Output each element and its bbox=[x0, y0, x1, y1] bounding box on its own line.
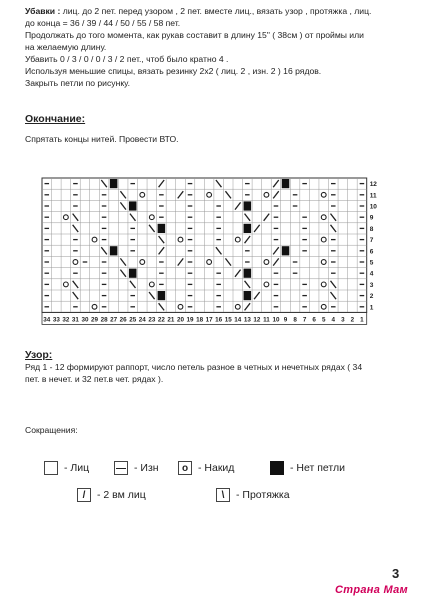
legend-purl-label: - Изн bbox=[134, 462, 159, 474]
intro-line-3: Продолжать до того момента, как рукав составит в длину 15" ( 38см ) от проймы или bbox=[25, 30, 364, 40]
chart-row-label: 11 bbox=[369, 192, 377, 200]
purl-symbol-icon: — bbox=[116, 462, 126, 474]
chart-col-label: 5 bbox=[321, 316, 326, 324]
chart-row-label: 12 bbox=[369, 181, 377, 189]
chart-col-label: 34 bbox=[43, 316, 51, 324]
chart-col-label: 14 bbox=[234, 316, 242, 324]
legend-purl bbox=[114, 461, 159, 475]
legend-yarn-over-label: - Накид bbox=[198, 462, 235, 474]
chart-cell-no-stitch bbox=[129, 201, 137, 210]
chart-cell-no-stitch bbox=[282, 179, 290, 188]
decrease-instructions bbox=[25, 5, 410, 89]
pattern-line-1: Ряд 1 - 12 формируют раппорт, число петель разное в четных и нечетных рядах ( 34 bbox=[25, 362, 363, 372]
legend-ssk bbox=[216, 488, 290, 502]
intro-line-6: Используя меньшие спицы, вязать резинку 2х2 ( лиц. 2 , изн. 2 ) 16 рядов. bbox=[25, 66, 322, 76]
ending-heading: Окончание: bbox=[25, 113, 86, 125]
chart-col-label: 27 bbox=[110, 316, 118, 324]
ending-text: Спрятать концы нитей. Провести ВТО. bbox=[25, 134, 179, 144]
intro-text-1: лиц. до 2 пет. перед узором , 2 пет. вместе лиц., вязать узор , протяжка , лиц. bbox=[62, 6, 372, 16]
watermark-logo: Страна Мам bbox=[335, 584, 408, 596]
intro-line-7: Закрыть петли по рисунку. bbox=[25, 78, 131, 88]
chart-col-label: 20 bbox=[176, 316, 184, 324]
legend-no-stitch-label: - Нет петли bbox=[290, 462, 345, 474]
chart-row-label: 10 bbox=[369, 203, 377, 211]
chart-cell-no-stitch bbox=[244, 201, 252, 210]
chart-row-label: 2 bbox=[369, 293, 374, 301]
chart-col-label: 28 bbox=[100, 316, 108, 324]
chart-col-label: 11 bbox=[263, 316, 270, 324]
legend-no-stitch bbox=[270, 461, 345, 475]
intro-line-2: до конца = 36 / 39 / 44 / 50 / 55 / 58 пет. bbox=[25, 18, 181, 28]
no-stitch-symbol-icon bbox=[270, 461, 284, 475]
chart-col-label: 17 bbox=[205, 316, 213, 324]
intro-line-5: Убавить 0 / 3 / 0 / 0 / 3 / 2 пет., чтоб было кратно 4 . bbox=[25, 54, 229, 64]
knit-symbol-icon bbox=[44, 461, 58, 475]
chart-col-label: 16 bbox=[215, 316, 223, 324]
chart-col-label: 32 bbox=[62, 316, 70, 324]
chart-col-label: 21 bbox=[167, 316, 175, 324]
chart-col-label: 23 bbox=[148, 316, 156, 324]
chart-col-label: 30 bbox=[81, 316, 89, 324]
abbreviations-heading: Сокращения: bbox=[25, 425, 78, 435]
chart-col-label: 7 bbox=[302, 316, 307, 324]
chart-col-label: 3 bbox=[341, 316, 345, 324]
chart-col-label: 13 bbox=[243, 316, 251, 324]
chart-cell-no-stitch bbox=[282, 246, 290, 255]
chart-col-label: 18 bbox=[196, 316, 204, 324]
chart-cell-no-stitch bbox=[244, 291, 252, 300]
chart-col-label: 15 bbox=[224, 316, 232, 324]
chart-col-label: 24 bbox=[138, 316, 146, 324]
legend-knit-label: - Лиц bbox=[64, 462, 90, 474]
chart-col-label: 25 bbox=[129, 316, 137, 324]
knitting-chart bbox=[40, 176, 385, 326]
intro-line-1 bbox=[25, 5, 410, 17]
pattern-heading: Узор: bbox=[25, 349, 53, 361]
legend-knit bbox=[44, 461, 89, 475]
chart-row-label: 8 bbox=[369, 225, 374, 233]
chart-col-label: 6 bbox=[312, 316, 316, 324]
chart-cell-no-stitch bbox=[158, 224, 166, 233]
chart-cell-no-stitch bbox=[244, 224, 252, 233]
yarn-over-symbol-icon: o bbox=[178, 461, 192, 475]
chart-row-label: 4 bbox=[369, 270, 374, 278]
chart-col-label: 8 bbox=[293, 316, 297, 324]
chart-cell-no-stitch bbox=[158, 291, 166, 300]
page-number: 3 bbox=[392, 566, 400, 581]
chart-cell-no-stitch bbox=[110, 179, 118, 188]
chart-col-label: 4 bbox=[331, 316, 336, 324]
chart-col-label: 9 bbox=[283, 316, 288, 324]
chart-col-label: 1 bbox=[360, 316, 364, 324]
chart-col-label: 31 bbox=[71, 316, 79, 324]
legend-k2tog-label: - 2 вм лиц bbox=[97, 489, 146, 501]
intro-line-4: на желаемую длину. bbox=[25, 42, 107, 52]
knitting-chart-svg bbox=[40, 176, 385, 326]
chart-cell-no-stitch bbox=[129, 269, 137, 278]
chart-col-label: 10 bbox=[272, 316, 280, 324]
chart-row-label: 5 bbox=[369, 259, 374, 267]
chart-cell-no-stitch bbox=[110, 246, 118, 255]
pattern-line-2: пет. в нечет. и 32 пет.в чет. рядах ). bbox=[25, 374, 164, 384]
chart-col-label: 19 bbox=[186, 316, 194, 324]
chart-col-label: 29 bbox=[91, 316, 99, 324]
chart-col-label: 33 bbox=[52, 316, 60, 324]
k2tog-symbol-icon: / bbox=[77, 488, 91, 502]
chart-row-label: 1 bbox=[369, 304, 374, 312]
chart-row-label: 6 bbox=[369, 248, 374, 256]
chart-row-label: 3 bbox=[369, 281, 374, 289]
chart-col-label: 12 bbox=[253, 316, 261, 324]
legend-ssk-label: - Протяжка bbox=[236, 489, 290, 501]
chart-row-label: 7 bbox=[369, 237, 374, 245]
chart-cell-no-stitch bbox=[244, 269, 252, 278]
chart-col-label: 22 bbox=[157, 316, 165, 324]
chart-col-label: 2 bbox=[350, 316, 355, 324]
chart-col-label: 26 bbox=[119, 316, 127, 324]
chart-row-label: 9 bbox=[369, 214, 374, 222]
ssk-symbol-icon: \ bbox=[216, 488, 230, 502]
legend-yarn-over bbox=[178, 461, 234, 475]
legend-k2tog bbox=[77, 488, 146, 502]
decrease-label: Убавки : bbox=[25, 6, 61, 16]
